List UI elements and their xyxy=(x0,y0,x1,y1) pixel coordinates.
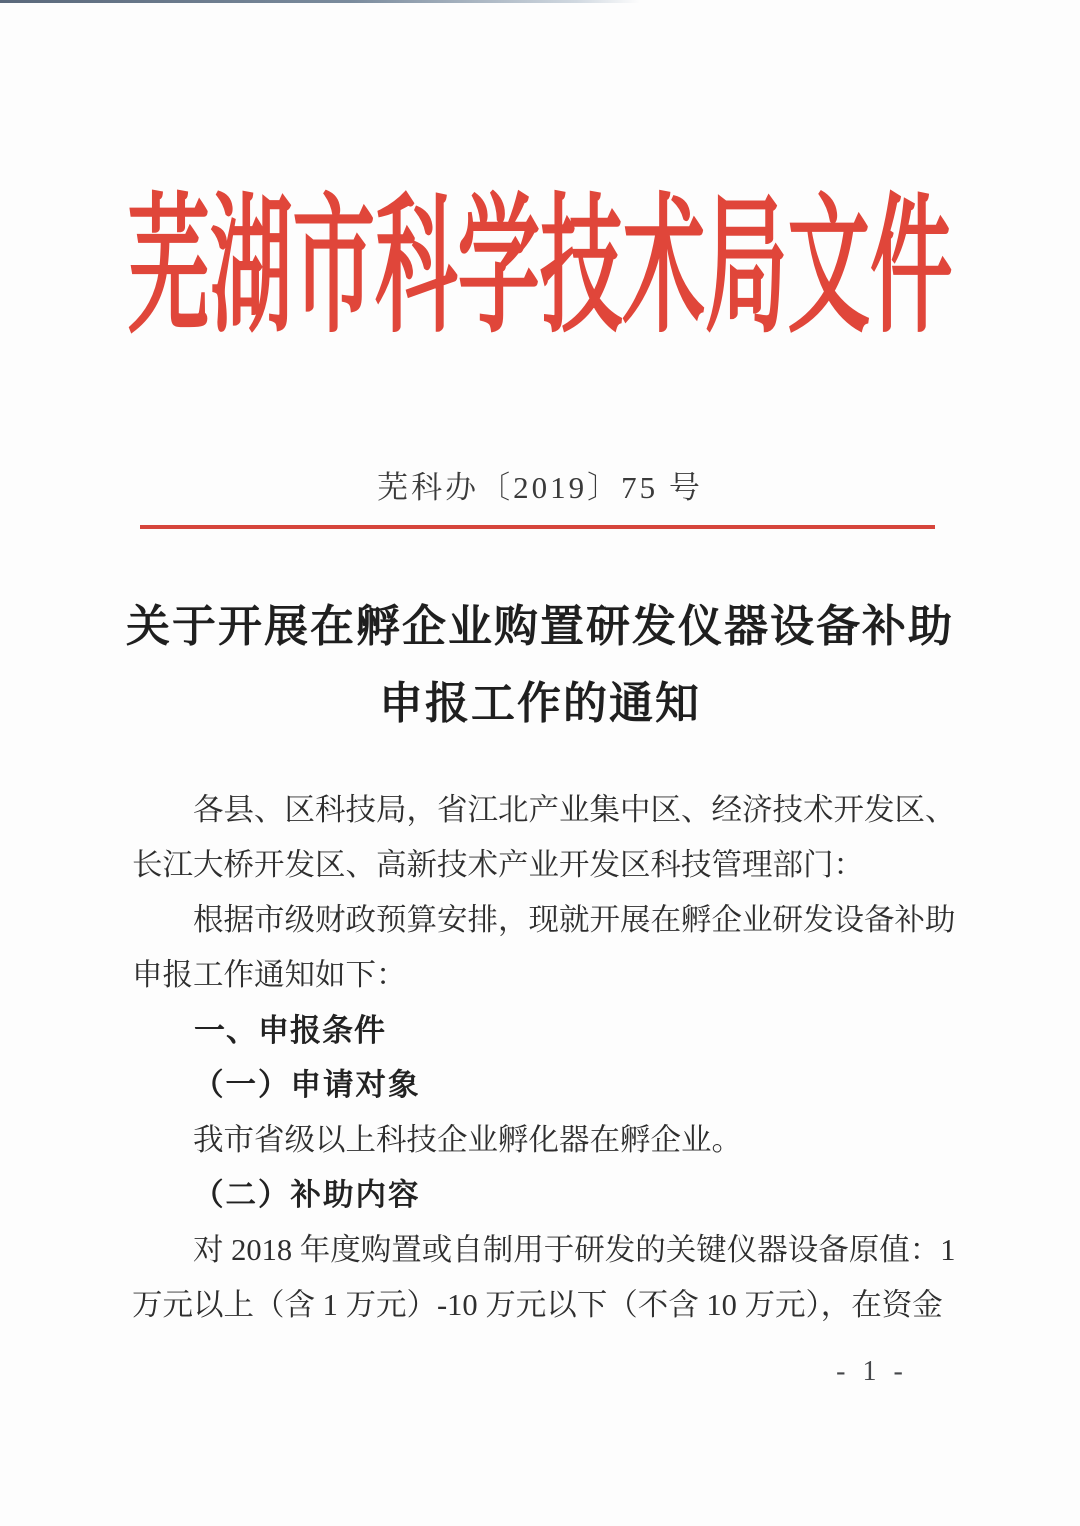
body-line-applicants: 我市省级以上科技企业孵化器在孵企业。 xyxy=(193,1123,742,1157)
document-title xyxy=(0,588,1080,742)
body-heading-subsection-2: （二）补助内容 xyxy=(193,1178,421,1212)
page-number: - 1 - xyxy=(836,1356,908,1387)
body-line-subsidy-1: 对 2018 年度购置或自制用于研发的关键仪器设备原值：1 xyxy=(193,1233,956,1267)
body-heading-subsection-1: （一）申请对象 xyxy=(193,1068,421,1102)
document-title-line2: 申报工作的通知 xyxy=(379,679,701,728)
document-body xyxy=(132,783,956,1333)
body-line-recipients-1: 各县、区科技局，省江北产业集中区、经济技术开发区、 xyxy=(193,793,956,827)
red-separator-line xyxy=(140,525,935,529)
body-line-intro-1: 根据市级财政预算安排，现就开展在孵企业研发设备补助 xyxy=(193,903,956,937)
body-heading-section-1: 一、申报条件 xyxy=(194,1013,386,1048)
document-title-line1: 关于开展在孵企业购置研发仪器设备补助 xyxy=(126,602,954,651)
agency-banner-title: 芜湖市科学技术局文件 xyxy=(127,185,953,351)
body-line-subsidy-2: 万元以上（含 1 万元）-10 万元以下（不含 10 万元），在资金 xyxy=(132,1288,943,1322)
document-number: 芜科办〔2019〕75 号 xyxy=(377,470,703,505)
body-line-intro-2: 申报工作通知如下： xyxy=(132,958,407,992)
scan-edge-artifact xyxy=(0,0,640,3)
agency-banner xyxy=(0,185,1080,351)
body-line-recipients-2: 长江大桥开发区、高新技术产业开发区科技管理部门： xyxy=(132,848,864,882)
